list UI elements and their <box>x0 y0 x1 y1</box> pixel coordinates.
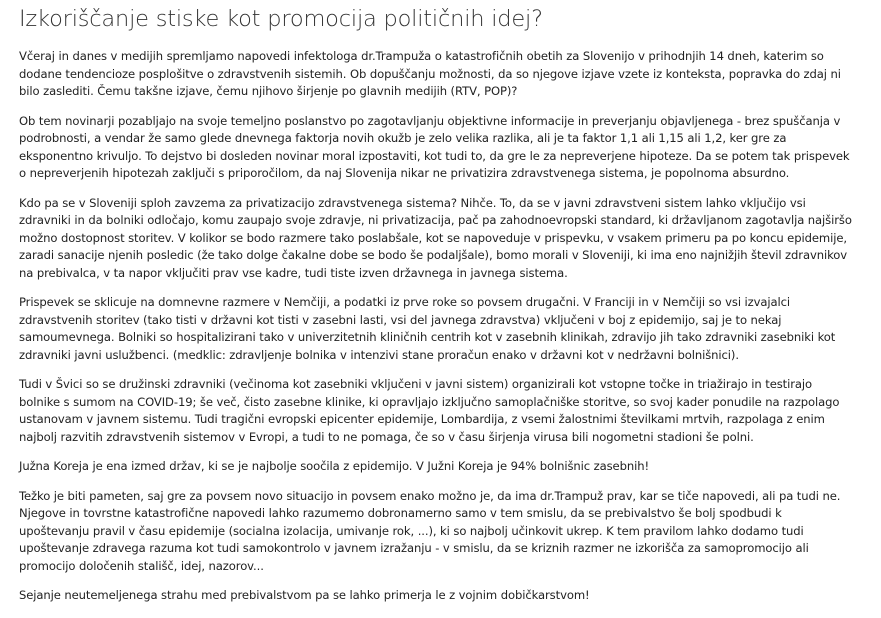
article <box>0 5 881 605</box>
article-paragraph: Težko je biti pameten, saj gre za povsem novo situacijo in povsem enako možno je, da ima dr.Trampuž prav, kar se tiče napovedi, ali pa tudi ne. Njegove in tovrstne katastrofične napovedi lahko razumemo dobronamerno samo v tem smislu, da se prebivalstvo še bolj spodbudi k upoštevanju pravil v času epidemije (socialna izolacija, umivanje rok, ...), ki so najbolj učinkovit ukrep. K tem pravilom lahko dodamo tudi upoštevanje zdravega razuma kot tudi samokontrolo v javnem izražanju - v smislu, da se kriznih razmer ne izkorišča za samopromocijo ali promocijo določenih stališč, idej, nazorov... <box>19 488 841 573</box>
article-paragraph: Ob tem novinarji pozabljajo na svoje temeljno poslanstvo po zagotavljanju objektivne informacije in preverjanju objavljenega - brez spuščanja v podrobnosti, a vendar že samo glede dnevnega faktorja novih okužb je zelo velika razlika, ali je ta faktor 1,1 ali 1,15 ali 1,2, ker gre za eksponentno krivuljo. To dejstvo bi dosleden novinar moral izpostaviti, kot tudi to, da gre le za nepreverjene hipoteze. Da se potem tak prispevek o nepreverjenih hipotezah zaključi s priporočilom, da naj Slovenija nikar ne privatizira zdravstvenega sistema, je popolnoma absurdno. <box>19 113 850 180</box>
article-paragraph: Kdo pa se v Sloveniji sploh zavzema za privatizacijo zdravstvenega sistema? Nihče. To, da se v javni zdravstveni sistem lahko vključijo vsi zdravniki in da bolniki odločajo, komu zaupajo svoje zdravje, ni privatizacija, pač pa zahodnoevropski standard, ki državljanom zagotavlja najširšo možno dostopnost storitev. V kolikor se bodo razmere tako poslabšale, kot se napoveduje v prispevku, v vsakem primeru pa po koncu epidemije, zaradi sanacije njenih posledic (že tako dolge čakalne dobe se bodo še podaljšale), bomo morali v Sloveniji, ki ima eno najnižjih števil zdravnikov na prebivalca, v ta napor vključiti prav vse kadre, tudi tiste izven državnega in javnega sistema. <box>19 195 852 280</box>
article-paragraph: Tudi v Švici so se družinski zdravniki (večinoma kot zasebniki vključeni v javni sistem) organizirali kot vstopne točke in triažirajo in testirajo bolnike s sumom na COVID-19; še več, čisto zasebne klinike, ki opravljajo izključno samoplačniške storitve, so svoj kader ponudile na razpolago ustanovam v javnem sistemu. Tudi tragični evropski epicenter epidemije, Lombardija, z vsemi žalostnimi številkami mrtvih, razpolaga z enim najbolj razvitih zdravstvenih sistemov v Evropi, a tudi to ne pomaga, če so v času širjenja virusa bili nogometni stadioni še polni. <box>19 377 840 444</box>
article-paragraph: Prispevek se sklicuje na domnevne razmere v Nemčiji, a podatki iz prve roke so povsem drugačni. V Franciji in v Nemčiji so vsi izvajalci zdravstvenih storitev (tako tisti v državni kot tisti v zasebni lasti, vsi del javnega zdravstva) vključeni v boj z epidemijo, saj je to nekaj samoumevnega. Bolniki so hospitalizirani tako v univerzitetnih kliničnih centrih kot v zasebnih klinikah, zdravijo jih tako zdravniki zasebniki kot zdravniki javni uslužbenci. (medklic: zdravljenje bolnika v intenzivi stane proračun enako v državni kot v nedržavni bolnišnici). <box>19 295 836 362</box>
article-paragraph: Včeraj in danes v medijih spremljamo napovedi infektologa dr.Trampuža o katastrofičnih obetih za Slovenijo v prihodnjih 14 dneh, katerim so dodane tendencioze posplošitve o zdravstvenih sistemih. Ob dopuščanju možnosti, da so njegove izjave vzete iz konteksta, popravka do zdaj ni bilo zaslediti. Čemu takšne izjave, čemu njihovo širjenje po glavnih medijih (RTV, POP)? <box>19 49 841 98</box>
article-paragraph: Sejanje neutemeljenega strahu med prebivalstvom pa se lahko primerja le z vojnim dobičkarstvom! <box>19 588 590 602</box>
article-paragraph: Južna Koreja je ena izmed držav, ki se je najbolje soočila z epidemijo. V Južni Koreja je 94% bolnišnic zasebnih! <box>19 459 650 473</box>
article-title: Izkoriščanje stiske kot promocija političnih idej? <box>19 6 543 32</box>
